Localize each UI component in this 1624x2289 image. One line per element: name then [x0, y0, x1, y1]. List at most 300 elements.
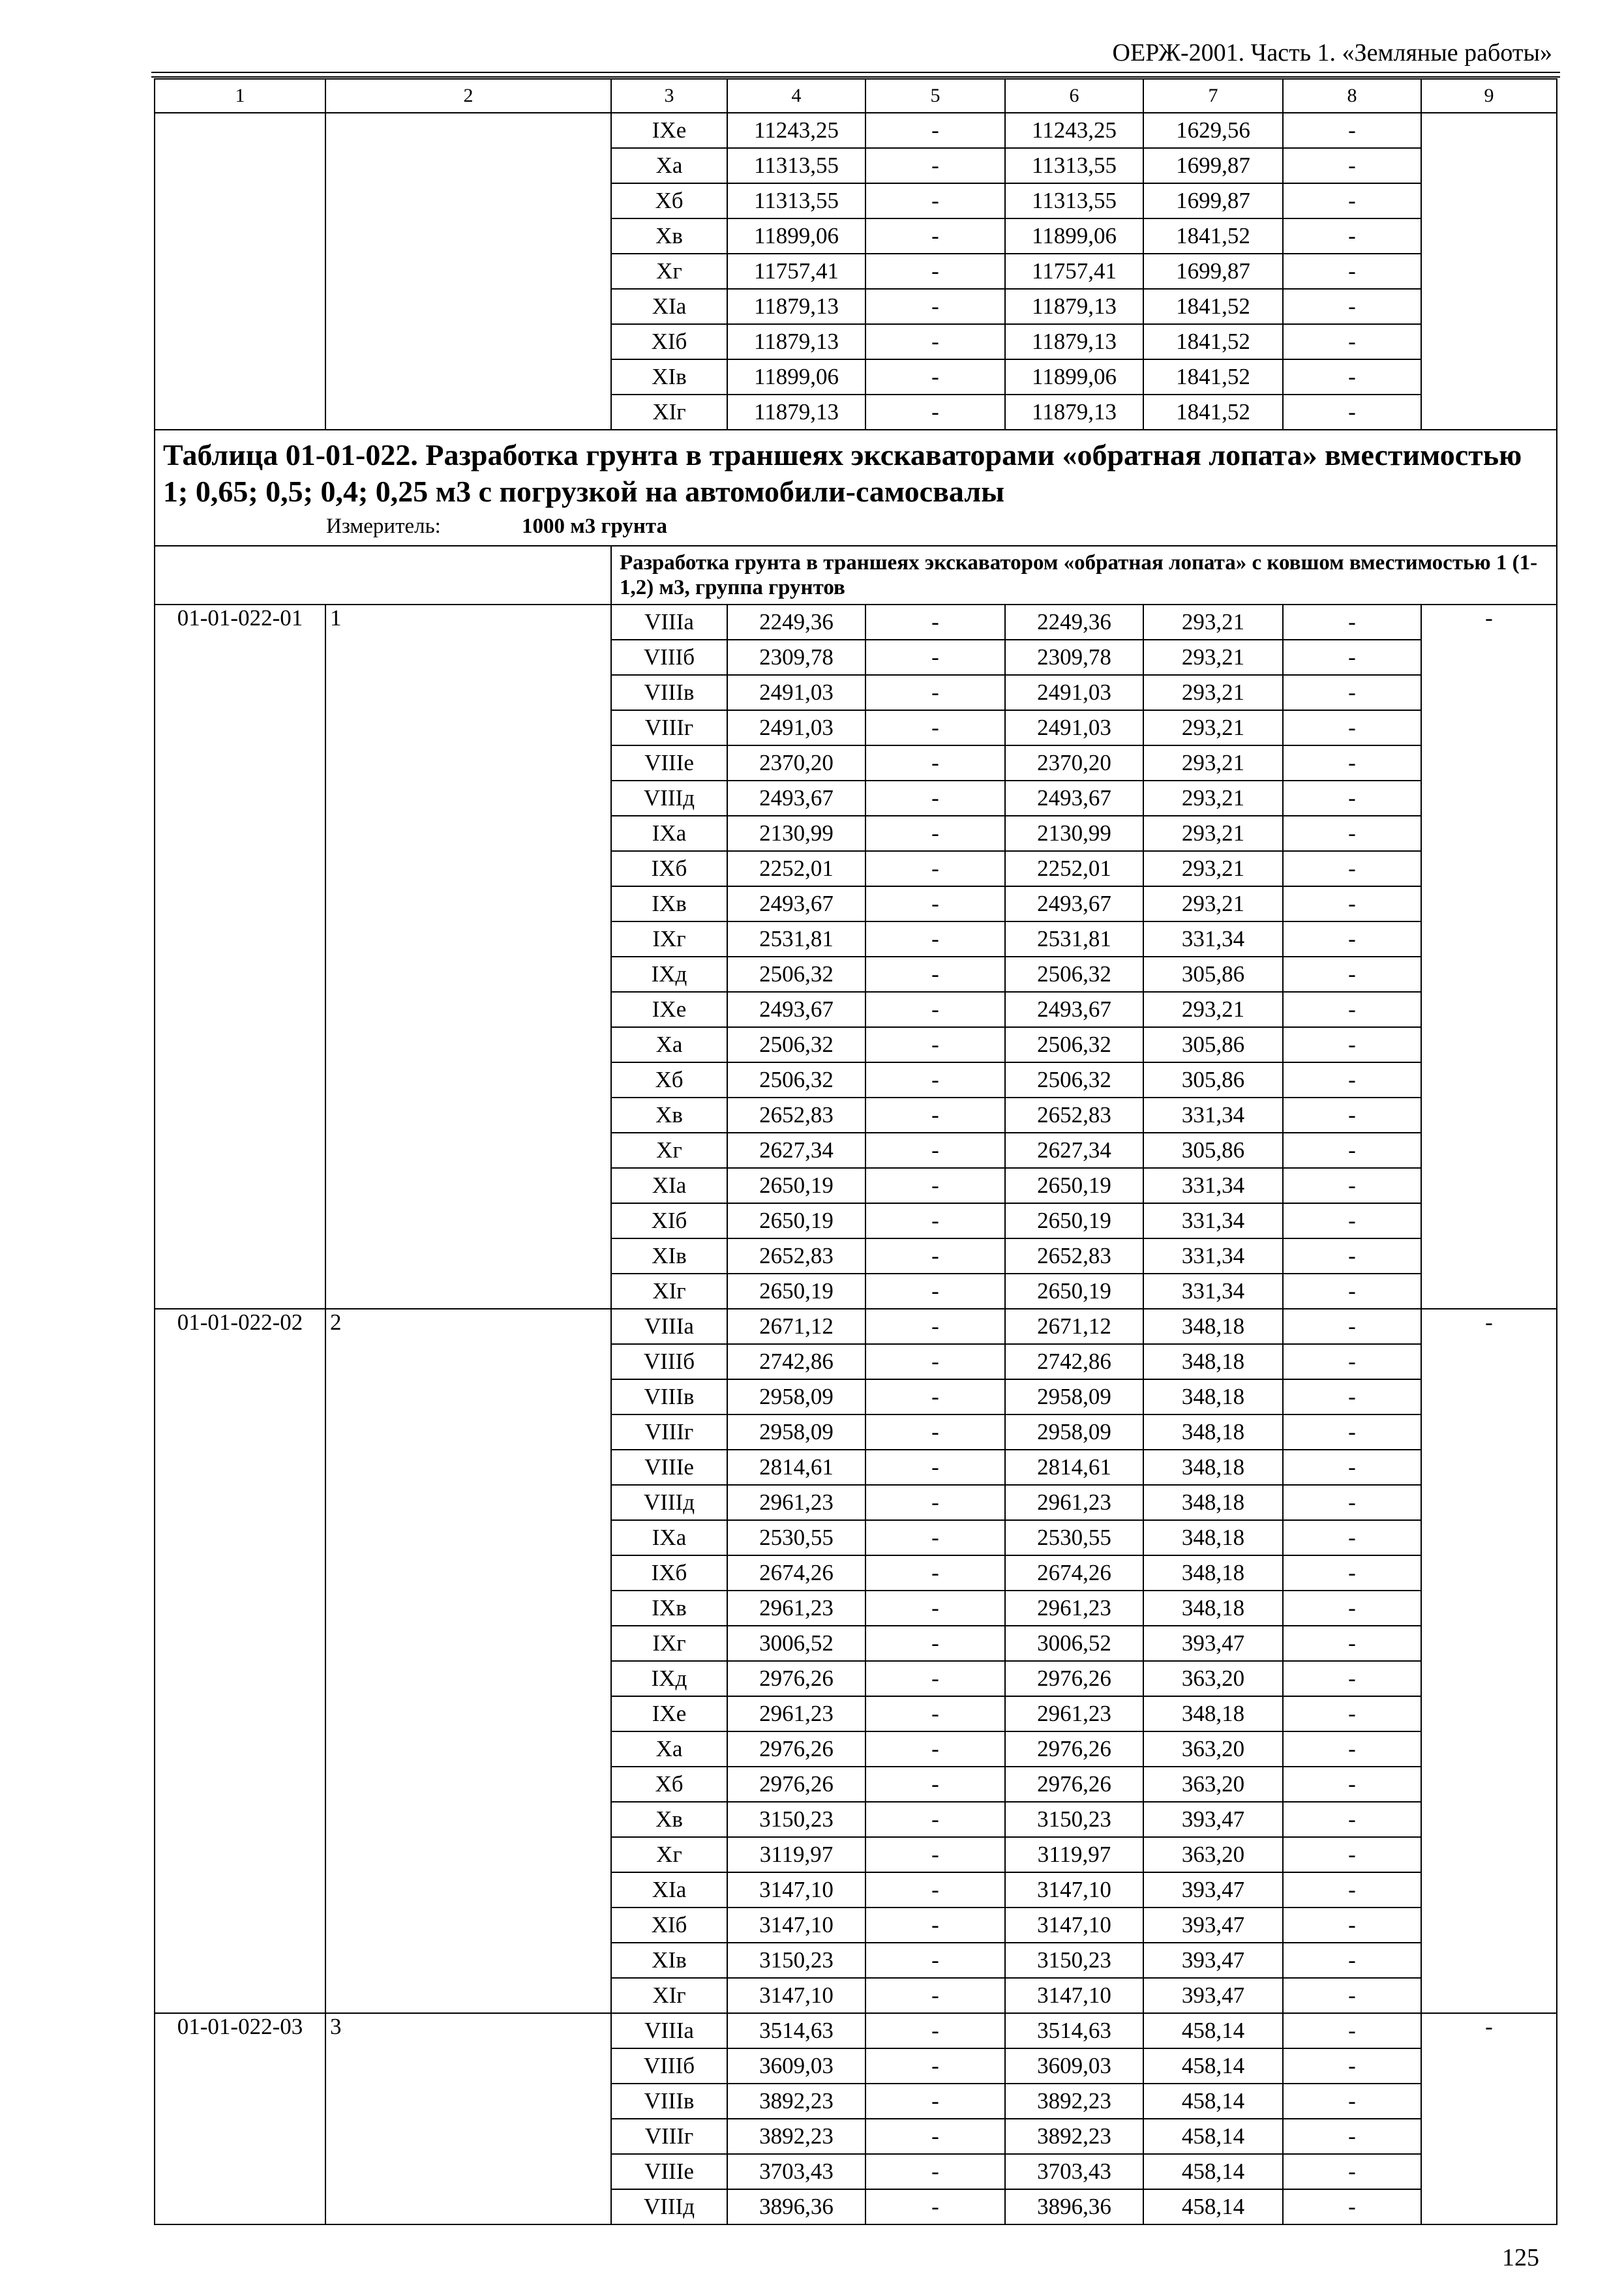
col9-cell [1421, 395, 1557, 430]
value-cell: 2252,01 [1005, 851, 1143, 886]
number-cell [325, 992, 611, 1027]
value-cell: 393,47 [1143, 1978, 1283, 2013]
col9-cell [1421, 1591, 1557, 1626]
table-row [155, 1767, 1557, 1802]
value-cell: - [1283, 2154, 1421, 2189]
table-title-row [155, 430, 1557, 546]
value-cell: 3119,97 [727, 1837, 865, 1872]
value-cell: - [865, 1978, 1005, 2013]
value-cell: 2814,61 [1005, 1450, 1143, 1485]
col9-cell [1421, 1238, 1557, 1274]
table-row [155, 1379, 1557, 1414]
table-row [155, 183, 1557, 218]
value-cell: IXе [611, 1696, 727, 1731]
number-cell [325, 640, 611, 675]
col9-cell [1421, 1027, 1557, 1062]
value-cell: - [1283, 781, 1421, 816]
col9-cell [1421, 921, 1557, 957]
number-cell [325, 183, 611, 218]
code-cell [155, 254, 325, 289]
value-cell: 3892,23 [727, 2119, 865, 2154]
value-cell: 3147,10 [727, 1908, 865, 1943]
table-row [155, 1943, 1557, 1978]
value-cell: XIа [611, 289, 727, 324]
value-cell: VIIIв [611, 1379, 727, 1414]
code-cell [155, 640, 325, 675]
value-cell: 2491,03 [727, 675, 865, 710]
col9-cell [1421, 1731, 1557, 1767]
value-cell: - [1283, 675, 1421, 710]
value-cell: - [1283, 992, 1421, 1027]
code-cell [155, 324, 325, 359]
value-cell: - [1283, 359, 1421, 395]
value-cell: - [1283, 254, 1421, 289]
number-cell [325, 886, 611, 921]
value-cell: 348,18 [1143, 1591, 1283, 1626]
table-row [155, 921, 1557, 957]
value-cell: XIб [611, 1908, 727, 1943]
value-cell: 293,21 [1143, 640, 1283, 675]
value-cell: 2252,01 [727, 851, 865, 886]
value-cell: 2130,99 [727, 816, 865, 851]
value-cell: 2249,36 [727, 605, 865, 640]
value-cell: VIIIа [611, 2013, 727, 2048]
value-cell: 2531,81 [727, 921, 865, 957]
column-number: 3 [611, 79, 727, 113]
number-cell [325, 1661, 611, 1696]
code-cell: 01-01-022-03 [155, 2013, 325, 2048]
code-cell [155, 1943, 325, 1978]
number-cell [325, 2048, 611, 2084]
value-cell: 3147,10 [727, 1978, 865, 2013]
col9-cell [1421, 1802, 1557, 1837]
value-cell: 348,18 [1143, 1696, 1283, 1731]
value-cell: XIг [611, 1978, 727, 2013]
col9-cell [1421, 745, 1557, 781]
value-cell: - [865, 1731, 1005, 1767]
number-cell [325, 745, 611, 781]
col9-cell [1421, 2189, 1557, 2224]
value-cell: 3514,63 [1005, 2013, 1143, 2048]
code-cell [155, 1696, 325, 1731]
value-cell: Xб [611, 1062, 727, 1098]
value-cell: - [865, 1485, 1005, 1520]
code-cell [155, 675, 325, 710]
value-cell: XIг [611, 1274, 727, 1309]
number-cell [325, 816, 611, 851]
column-number: 1 [155, 79, 325, 113]
value-cell: - [1283, 1414, 1421, 1450]
value-cell: VIIIе [611, 1450, 727, 1485]
value-cell: - [865, 640, 1005, 675]
value-cell: 2506,32 [727, 957, 865, 992]
value-cell: - [865, 886, 1005, 921]
value-cell: 2652,83 [1005, 1098, 1143, 1133]
value-cell: VIIIд [611, 2189, 727, 2224]
value-cell: 11879,13 [727, 289, 865, 324]
value-cell: 2493,67 [727, 781, 865, 816]
value-cell: 11899,06 [727, 359, 865, 395]
table-row [155, 1731, 1557, 1767]
value-cell: Xг [611, 254, 727, 289]
code-cell [155, 395, 325, 430]
value-cell: - [1283, 183, 1421, 218]
value-cell: - [1283, 1802, 1421, 1837]
column-number: 2 [325, 79, 611, 113]
value-cell: 2506,32 [1005, 1027, 1143, 1062]
value-cell: - [865, 1591, 1005, 1626]
value-cell: 2627,34 [1005, 1133, 1143, 1168]
number-cell [325, 675, 611, 710]
col9-cell: - [1421, 605, 1557, 640]
table-row [155, 851, 1557, 886]
value-cell: IXг [611, 1626, 727, 1661]
number-cell [325, 1379, 611, 1414]
number-cell [325, 1767, 611, 1802]
number-cell [325, 710, 611, 745]
table-row [155, 675, 1557, 710]
value-cell: 3006,52 [1005, 1626, 1143, 1661]
value-cell: - [1283, 395, 1421, 430]
value-cell: - [865, 1098, 1005, 1133]
value-cell: IXв [611, 886, 727, 921]
number-cell [325, 324, 611, 359]
value-cell: - [865, 359, 1005, 395]
col9-cell [1421, 1661, 1557, 1696]
number-cell [325, 218, 611, 254]
value-cell: 1841,52 [1143, 218, 1283, 254]
unit-value: 1000 м3 грунта [522, 515, 668, 538]
code-cell [155, 183, 325, 218]
value-cell: - [865, 957, 1005, 992]
value-cell: VIIIг [611, 710, 727, 745]
value-cell: - [865, 675, 1005, 710]
value-cell: 2493,67 [727, 886, 865, 921]
value-cell: XIв [611, 1238, 727, 1274]
number-cell [325, 1274, 611, 1309]
value-cell: - [1283, 1731, 1421, 1767]
table-row [155, 289, 1557, 324]
number-cell [325, 1802, 611, 1837]
rates-table [154, 78, 1557, 2225]
col9-cell [1421, 2084, 1557, 2119]
col9-cell [1421, 1133, 1557, 1168]
value-cell: 2671,12 [727, 1309, 865, 1344]
value-cell: 11243,25 [727, 113, 865, 148]
value-cell: 2491,03 [1005, 675, 1143, 710]
code-cell [155, 1062, 325, 1098]
table-title-cell [155, 430, 1557, 546]
code-cell [155, 745, 325, 781]
col9-cell [1421, 1520, 1557, 1555]
value-cell: 348,18 [1143, 1485, 1283, 1520]
header-rule [151, 76, 1560, 78]
value-cell: 2958,09 [1005, 1379, 1143, 1414]
value-cell: - [865, 1767, 1005, 1802]
number-cell [325, 1168, 611, 1203]
value-cell: 458,14 [1143, 2189, 1283, 2224]
value-cell: - [865, 851, 1005, 886]
unit-line [163, 513, 1548, 540]
value-cell: 2674,26 [727, 1555, 865, 1591]
code-cell [155, 1238, 325, 1274]
value-cell: 3609,03 [727, 2048, 865, 2084]
value-cell: 2671,12 [1005, 1309, 1143, 1344]
code-cell [155, 1872, 325, 1908]
col9-cell [1421, 254, 1557, 289]
number-cell [325, 395, 611, 430]
value-cell: - [865, 2013, 1005, 2048]
value-cell: IXд [611, 1661, 727, 1696]
col9-cell [1421, 1414, 1557, 1450]
value-cell: 1841,52 [1143, 359, 1283, 395]
number-cell [325, 781, 611, 816]
number-cell [325, 1414, 611, 1450]
number-cell [325, 1908, 611, 1943]
code-cell [155, 1591, 325, 1626]
value-cell: 2976,26 [1005, 1767, 1143, 1802]
value-cell: Xв [611, 218, 727, 254]
value-cell: VIIIд [611, 1485, 727, 1520]
value-cell: - [865, 1344, 1005, 1379]
number-cell [325, 1520, 611, 1555]
value-cell: - [865, 1062, 1005, 1098]
value-cell: 2309,78 [1005, 640, 1143, 675]
col9-cell [1421, 1203, 1557, 1238]
value-cell: 331,34 [1143, 1274, 1283, 1309]
table-row [155, 1661, 1557, 1696]
value-cell: Xг [611, 1133, 727, 1168]
value-cell: 363,20 [1143, 1731, 1283, 1767]
table-row [155, 640, 1557, 675]
value-cell: 11313,55 [1005, 183, 1143, 218]
value-cell: IXа [611, 816, 727, 851]
value-cell: - [865, 710, 1005, 745]
column-number: 4 [727, 79, 865, 113]
value-cell: 348,18 [1143, 1379, 1283, 1414]
value-cell: 363,20 [1143, 1661, 1283, 1696]
value-cell: 2491,03 [1005, 710, 1143, 745]
value-cell: - [1283, 1062, 1421, 1098]
table-row [155, 1414, 1557, 1450]
code-cell [155, 851, 325, 886]
number-cell [325, 921, 611, 957]
code-cell: 01-01-022-02 [155, 1309, 325, 1344]
code-cell [155, 2119, 325, 2154]
value-cell: - [1283, 1626, 1421, 1661]
value-cell: 293,21 [1143, 745, 1283, 781]
value-cell: 331,34 [1143, 1168, 1283, 1203]
col9-cell: - [1421, 1309, 1557, 1344]
table-row [155, 2084, 1557, 2119]
value-cell: IXа [611, 1520, 727, 1555]
value-cell: 458,14 [1143, 2119, 1283, 2154]
number-cell: 2 [325, 1309, 611, 1344]
code-cell [155, 2189, 325, 2224]
code-cell [155, 2154, 325, 2189]
value-cell: 2961,23 [727, 1696, 865, 1731]
value-cell: 2961,23 [727, 1485, 865, 1520]
value-cell: 3703,43 [727, 2154, 865, 2189]
value-cell: 305,86 [1143, 1027, 1283, 1062]
code-cell [155, 2084, 325, 2119]
number-cell [325, 1344, 611, 1379]
number-cell [325, 2154, 611, 2189]
value-cell: 1841,52 [1143, 324, 1283, 359]
code-cell [155, 710, 325, 745]
value-cell: 331,34 [1143, 1098, 1283, 1133]
column-number: 9 [1421, 79, 1557, 113]
number-cell [325, 957, 611, 992]
value-cell: - [865, 113, 1005, 148]
code-cell [155, 1767, 325, 1802]
number-cell [325, 148, 611, 183]
value-cell: - [1283, 289, 1421, 324]
value-cell: 305,86 [1143, 1062, 1283, 1098]
value-cell: 2309,78 [727, 640, 865, 675]
value-cell: - [865, 781, 1005, 816]
number-cell [325, 1978, 611, 2013]
value-cell: 11243,25 [1005, 113, 1143, 148]
value-cell: 11757,41 [727, 254, 865, 289]
value-cell: 11313,55 [1005, 148, 1143, 183]
value-cell: 2958,09 [727, 1379, 865, 1414]
number-cell: 3 [325, 2013, 611, 2048]
value-cell: XIа [611, 1872, 727, 1908]
code-cell [155, 148, 325, 183]
value-cell: - [865, 605, 1005, 640]
page-number: 125 [1502, 2244, 1539, 2271]
code-cell [155, 359, 325, 395]
table-row [155, 1520, 1557, 1555]
value-cell: 3150,23 [727, 1802, 865, 1837]
value-cell: - [1283, 886, 1421, 921]
value-cell: - [1283, 2189, 1421, 2224]
value-cell: - [1283, 1309, 1421, 1344]
value-cell: - [865, 1133, 1005, 1168]
value-cell: 11313,55 [727, 183, 865, 218]
value-cell: 2961,23 [1005, 1485, 1143, 1520]
table-row [155, 1344, 1557, 1379]
value-cell: - [865, 1555, 1005, 1591]
col9-cell [1421, 816, 1557, 851]
value-cell: XIб [611, 1203, 727, 1238]
number-cell [325, 1626, 611, 1661]
value-cell: 3896,36 [1005, 2189, 1143, 2224]
number-cell: 1 [325, 605, 611, 640]
value-cell: 293,21 [1143, 816, 1283, 851]
code-cell [155, 1168, 325, 1203]
value-cell: - [1283, 1238, 1421, 1274]
table-row [155, 1696, 1557, 1731]
value-cell: - [865, 992, 1005, 1027]
col9-cell [1421, 289, 1557, 324]
col9-cell [1421, 1943, 1557, 1978]
table-row [155, 1626, 1557, 1661]
value-cell: - [1283, 1767, 1421, 1802]
value-cell: 3150,23 [1005, 1943, 1143, 1978]
column-numbers-row [155, 79, 1557, 113]
value-cell: 293,21 [1143, 605, 1283, 640]
value-cell: 2506,32 [727, 1027, 865, 1062]
value-cell: - [1283, 957, 1421, 992]
value-cell: 2961,23 [1005, 1696, 1143, 1731]
table-row [155, 816, 1557, 851]
table-row [155, 745, 1557, 781]
code-cell [155, 1978, 325, 2013]
value-cell: - [865, 2189, 1005, 2224]
code-cell [155, 1274, 325, 1309]
table-row [155, 1274, 1557, 1309]
table-row [155, 886, 1557, 921]
value-cell: 11899,06 [1005, 359, 1143, 395]
table-row [155, 1591, 1557, 1626]
value-cell: - [865, 1168, 1005, 1203]
running-header: ОЕРЖ-2001. Часть 1. «Земляные работы» [1112, 39, 1552, 67]
value-cell: 393,47 [1143, 1908, 1283, 1943]
value-cell: 3892,23 [1005, 2119, 1143, 2154]
code-cell [155, 1414, 325, 1450]
value-cell: 3147,10 [727, 1872, 865, 1908]
value-cell: 348,18 [1143, 1520, 1283, 1555]
value-cell: - [1283, 921, 1421, 957]
col9-cell [1421, 1908, 1557, 1943]
value-cell: 2652,83 [727, 1238, 865, 1274]
number-cell [325, 2189, 611, 2224]
value-cell: - [1283, 605, 1421, 640]
table-row [155, 1872, 1557, 1908]
col9-cell [1421, 1767, 1557, 1802]
value-cell: Xа [611, 1027, 727, 1062]
value-cell: 348,18 [1143, 1414, 1283, 1450]
value-cell: - [1283, 851, 1421, 886]
value-cell: - [865, 1203, 1005, 1238]
value-cell: 11879,13 [727, 324, 865, 359]
section-subtitle: Разработка грунта в траншеях экскаватором «обратная лопата» с ковшом вместимостью 1 (1-1,2) м3, группа грунтов [611, 546, 1557, 605]
value-cell: VIIIг [611, 2119, 727, 2154]
table-row [155, 1098, 1557, 1133]
value-cell: - [1283, 324, 1421, 359]
value-cell: - [865, 254, 1005, 289]
value-cell: 3150,23 [1005, 1802, 1143, 1837]
value-cell: - [865, 289, 1005, 324]
number-cell [325, 1203, 611, 1238]
value-cell: 331,34 [1143, 921, 1283, 957]
value-cell: 331,34 [1143, 1238, 1283, 1274]
value-cell: 458,14 [1143, 2154, 1283, 2189]
col9-cell [1421, 675, 1557, 710]
table-row [155, 218, 1557, 254]
value-cell: VIIIб [611, 1344, 727, 1379]
value-cell: 3147,10 [1005, 1908, 1143, 1943]
value-cell: - [865, 1837, 1005, 1872]
value-cell: 1699,87 [1143, 254, 1283, 289]
value-cell: - [1283, 1978, 1421, 2013]
table-row [155, 254, 1557, 289]
value-cell: 2742,86 [727, 1344, 865, 1379]
value-cell: IXг [611, 921, 727, 957]
number-cell [325, 2119, 611, 2154]
value-cell: - [865, 1802, 1005, 1837]
table-row [155, 2154, 1557, 2189]
value-cell: - [1283, 710, 1421, 745]
value-cell: 2958,09 [727, 1414, 865, 1450]
value-cell: XIв [611, 1943, 727, 1978]
col9-cell [1421, 218, 1557, 254]
code-cell [155, 957, 325, 992]
number-cell [325, 1696, 611, 1731]
table-row [155, 1133, 1557, 1168]
